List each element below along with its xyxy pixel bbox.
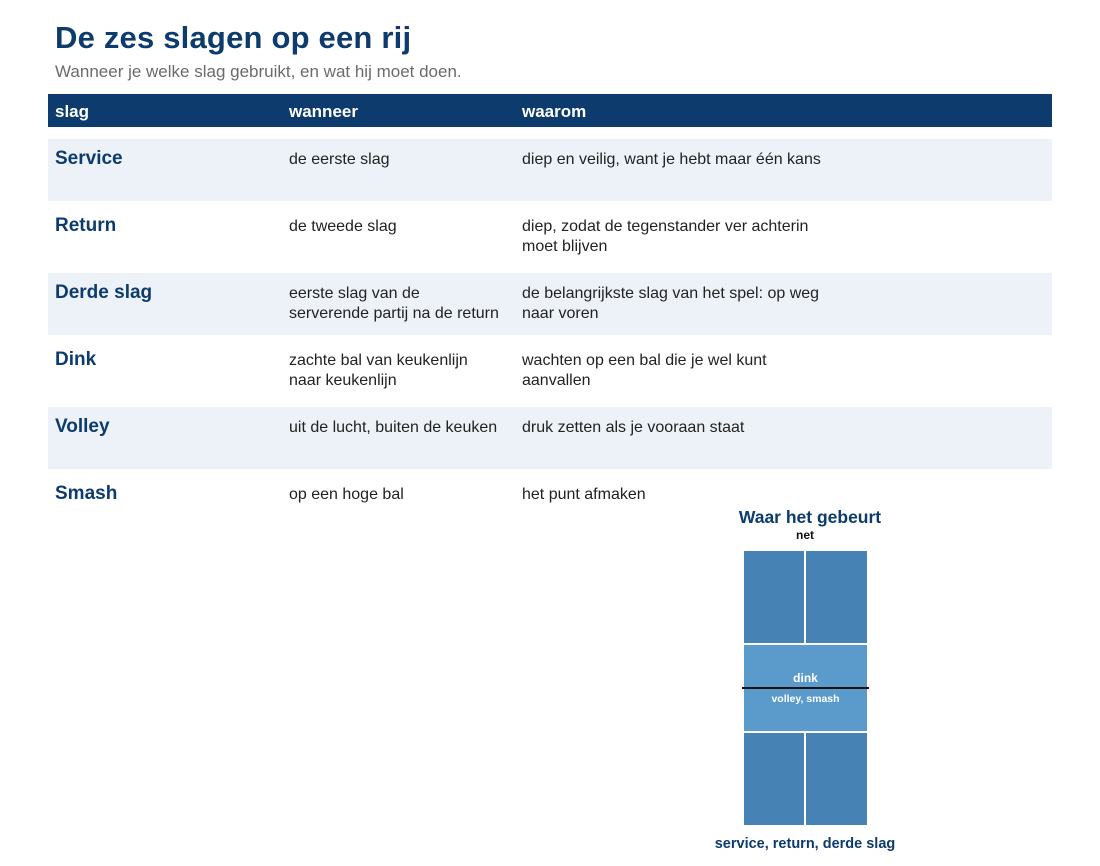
stroke-when: op een hoge bal <box>289 486 404 503</box>
page-subtitle: Wanneer je welke slag gebruikt, en wat hij moet doen. <box>55 62 462 81</box>
stroke-when: eerste slag van de serverende partij na de return <box>289 285 499 322</box>
column-header-slag: slag <box>55 102 90 121</box>
table-header <box>48 94 1052 127</box>
stroke-when: de tweede slag <box>289 218 397 235</box>
stroke-when: de eerste slag <box>289 151 390 168</box>
stroke-why: diep, zodat de tegenstander ver achterin moet blijven <box>522 218 809 255</box>
stroke-when: uit de lucht, buiten de keuken <box>289 419 498 436</box>
table-row <box>48 340 1052 402</box>
column-header-waarom: waarom <box>522 102 587 121</box>
kitchen-label-volley-smash: volley, smash <box>771 693 840 705</box>
strokes-table <box>48 94 1052 504</box>
stroke-name: Dink <box>55 349 97 370</box>
court-diagram-title: Waar het gebeurt <box>738 507 882 527</box>
page-title: De zes slagen op een rij <box>55 20 412 55</box>
court-service-box-bottom-left <box>743 732 805 826</box>
stroke-name: Service <box>55 148 123 169</box>
stroke-why: de belangrijkste slag van het spel: op weg naar voren <box>522 285 820 322</box>
stroke-name: Volley <box>55 416 110 437</box>
net-label: net <box>796 528 814 542</box>
court-service-box-top-right <box>805 550 868 644</box>
stroke-name: Smash <box>55 483 118 504</box>
stroke-why: diep en veilig, want je hebt maar één kans <box>522 151 821 168</box>
stroke-why: druk zetten als je vooraan staat <box>522 419 745 436</box>
stroke-when: zachte bal van keukenlijn naar keukenlijn <box>289 352 468 389</box>
baseline-label: service, return, derde slag <box>714 836 896 852</box>
column-header-wanneer: wanneer <box>289 102 358 121</box>
table-row <box>48 206 1052 268</box>
table-row <box>48 139 1052 201</box>
stroke-name: Derde slag <box>55 282 153 303</box>
table-row <box>48 273 1052 335</box>
stroke-why: wachten op een bal die je wel kunt aanvallen <box>522 352 767 389</box>
kitchen-label-dink: dink <box>793 671 818 685</box>
court-diagram <box>740 548 872 830</box>
stroke-name: Return <box>55 215 117 236</box>
table-row <box>48 407 1052 469</box>
stroke-why: het punt afmaken <box>522 486 646 503</box>
court-service-box-top-left <box>743 550 805 644</box>
court-service-box-bottom-right <box>805 732 868 826</box>
